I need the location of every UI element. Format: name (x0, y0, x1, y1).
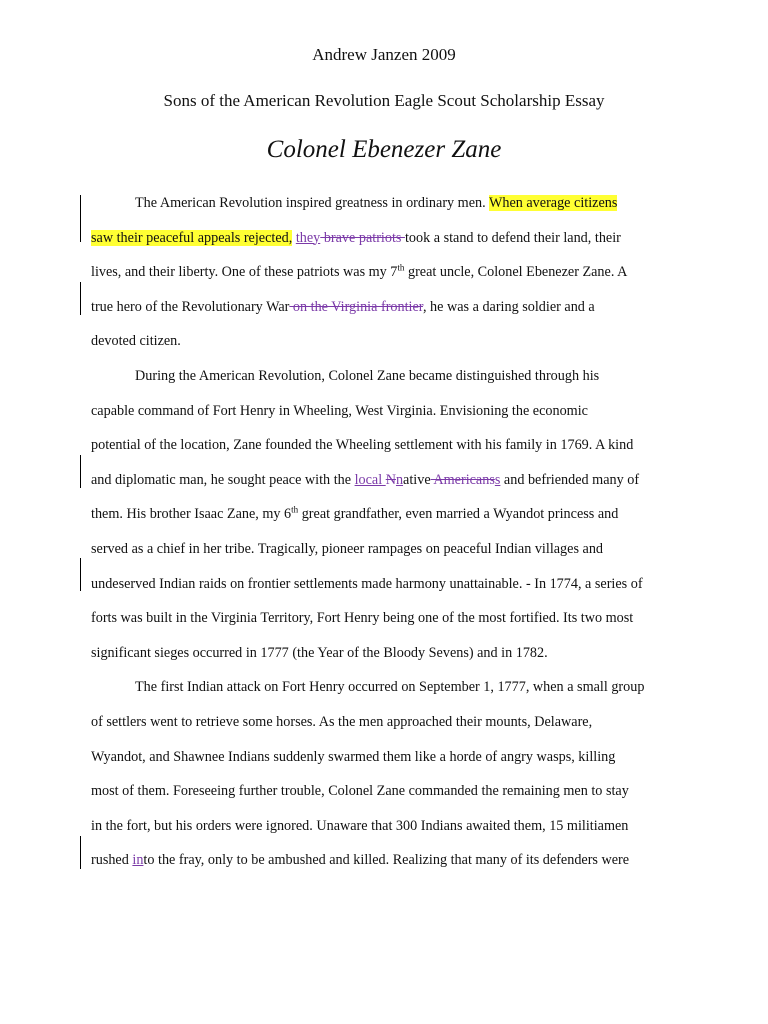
inserted-text: n (395, 471, 404, 488)
text-line: saw their peaceful appeals rejected, they brave patriots took a stand to defend their land, their (91, 229, 621, 246)
change-bar (80, 836, 81, 869)
inserted-text: s (494, 471, 501, 488)
text-line: During the American Revolution, Colonel Zane became distinguished through his (135, 367, 600, 384)
text-line: The first Indian attack on Fort Henry occurred on September 1, 1777, when a small group (135, 679, 645, 696)
text-line: significant sieges occurred in 1777 (the Year of the Bloody Sevens) and in 1782. (91, 644, 548, 661)
inserted-text: they (295, 229, 321, 246)
essay-title: Colonel Ebenezer Zane (266, 136, 502, 163)
deleted-text: on the Virginia frontier (289, 298, 423, 315)
text-line: Wyandot, and Shawnee Indians suddenly swarmed them like a horde of angry wasps, killing (91, 748, 616, 765)
text-line: served as a chief in her tribe. Tragically, pioneer rampages on peaceful Indian villages and (91, 540, 604, 557)
change-bar (80, 455, 81, 488)
text-line: forts was built in the Virginia Territory, Fort Henry being one of the most fortified. Its two most (91, 610, 634, 627)
text-line: and diplomatic man, he sought peace with the local Nnative Americanss and befriended many of (91, 471, 640, 488)
change-bar (80, 558, 81, 591)
text-line: lives, and their liberty. One of these patriots was my 7th great uncle, Colonel Ebenezer Zane. A (91, 262, 628, 281)
text-line: of settlers went to retrieve some horses. As the men approached their mounts, Delaware, (91, 713, 593, 730)
text-line: true hero of the Revolutionary War on the Virginia frontier, he was a daring soldier and a (91, 298, 595, 315)
highlighted-text: When average citizens (488, 195, 618, 211)
author-line: Andrew Janzen 2009 (312, 45, 456, 64)
text-line: capable command of Fort Henry in Wheeling, West Virginia. Envisioning the economic (91, 402, 588, 419)
text-line: devoted citizen. (91, 333, 181, 350)
inserted-text: local (354, 471, 386, 488)
essay-subtitle: Sons of the American Revolution Eagle Scout Scholarship Essay (163, 91, 605, 110)
inserted-text: in (132, 852, 144, 869)
essay-body (91, 186, 681, 878)
change-bar (80, 282, 81, 315)
deleted-text: brave patriots (320, 229, 405, 246)
text-line: most of them. Foreseeing further trouble, Colonel Zane commanded the remaining men to stay (91, 783, 629, 800)
text-line: in the fort, but his orders were ignored. Unaware that 300 Indians awaited them, 15 militiamen (91, 817, 629, 834)
change-bar (80, 195, 81, 242)
deleted-text: Americans (430, 471, 495, 488)
deleted-text: N (385, 471, 396, 488)
text-line: rushed into the fray, only to be ambushed and killed. Realizing that many of its defenders were (91, 852, 630, 869)
text-line: undeserved Indian raids on frontier settlements made harmony unattainable. - In 1774, a series of (91, 575, 643, 592)
text-line: The American Revolution inspired greatness in ordinary men. When average citizens (135, 195, 618, 211)
text-line: potential of the location, Zane founded the Wheeling settlement with his family in 1769. A kind (91, 437, 634, 454)
highlighted-text: saw their peaceful appeals rejected, (91, 229, 293, 246)
text-line: them. His brother Isaac Zane, my 6th great grandfather, even married a Wyandot princess and (91, 504, 619, 523)
